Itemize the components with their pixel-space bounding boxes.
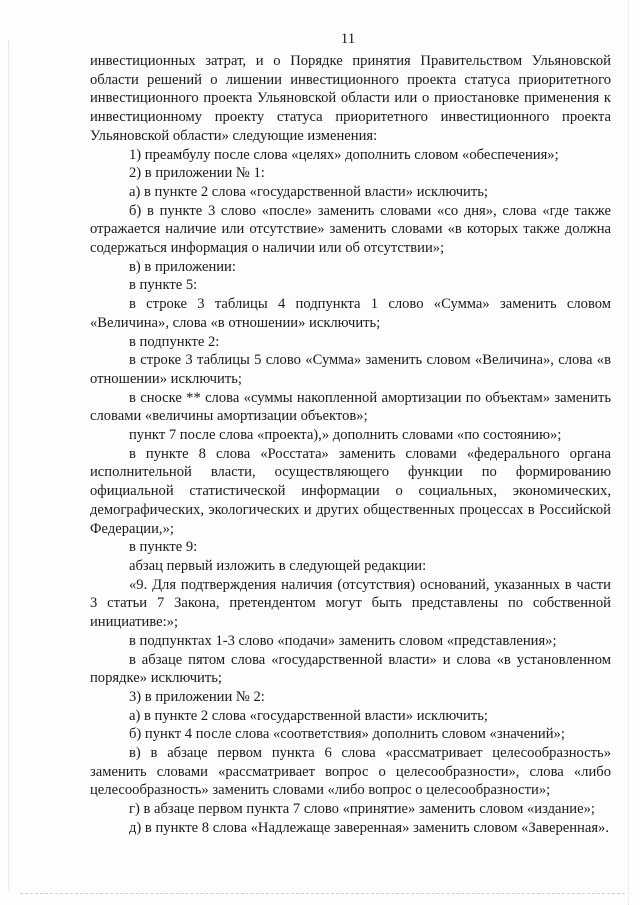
paragraph: б) в пункте 3 слово «после» заменить словами «со дня», слова «где также отражается наличие или отсутствие» заменить словами «в которых также должна содержаться информация о наличии или об отсутствии»;	[90, 202, 611, 257]
page-number: 11	[340, 31, 356, 47]
paragraph: в подпункте 2:	[129, 333, 220, 350]
paragraph: «9. Для подтверждения наличия (отсутствия) оснований, указанных в части 3 статьи 7 Закона, претендентом могут быть представлены по собственной инициативе:»;	[90, 576, 611, 631]
scan-edge-bottom	[20, 893, 625, 895]
paragraph: пункт 7 после слова «проекта),» дополнить словами «по состоянию»;	[129, 427, 562, 444]
paragraph: инвестиционных затрат, и о Порядке принятия Правительством Ульяновской области решений о лишении инвестиционного проекта статуса приоритетного инвестиционного проекта Ульяновской области или о приостановке применения к инвестиционному проекту статуса приоритетного инвестиционного проекта Ульяновской области» следующие изменения:	[90, 53, 611, 144]
paragraph: в строке 3 таблицы 4 подпункта 1 слово «Сумма» заменить словом «Величина», слова «в отношении» исключить;	[90, 296, 611, 331]
paragraph: 1) преамбулу после слова «целях» дополнить словом «обеспечения»;	[129, 146, 559, 163]
paragraph: в сноске ** слова «суммы накопленной амортизации по объектам» заменить словами «величины амортизации объектов»;	[90, 389, 611, 425]
paragraph: в пункте 8 слова «Росстата» заменить словами «федерального органа исполнительной власти, осуществляющего функции по формированию официальной статистической информации о социальных, экономических, демографических, экологических и других общественных процессах в Российской Федерации,»;	[90, 445, 611, 537]
paragraph: в пункте 9:	[129, 539, 198, 556]
scan-edge-right	[628, 0, 630, 905]
paragraph: в строке 3 таблицы 5 слово «Сумма» заменить словом «Величина», слова «в отношении» исключить;	[90, 352, 611, 387]
paragraph: д) в пункте 8 слова «Надлежаще заверенная» заменить словом «Заверенная».	[129, 819, 609, 836]
paragraph: в пункте 5:	[129, 277, 198, 294]
paragraph: а) в пункте 2 слова «государственной власти» исключить;	[129, 183, 488, 200]
paragraph: в подпунктах 1-3 слово «подачи» заменить словом «представления»;	[129, 632, 557, 649]
paragraph: абзац первый изложить в следующей редакции:	[129, 557, 427, 574]
scan-edge-left	[8, 40, 10, 890]
paragraph: 2) в приложении № 1:	[129, 165, 265, 182]
paragraph: в абзаце пятом слова «государственной власти» и слова «в установленном порядке» исключить;	[90, 651, 611, 687]
document-body	[90, 52, 611, 838]
paragraph: б) пункт 4 после слова «соответствия» дополнить словом «значений»;	[129, 726, 565, 743]
paragraph: в) в приложении:	[129, 258, 236, 275]
paragraph: 3) в приложении № 2:	[129, 688, 265, 705]
paragraph: г) в абзаце первом пункта 7 слово «принятие» заменить словом «издание»;	[129, 801, 595, 818]
paragraph: в) в абзаце первом пункта 6 слова «рассматривает целесообразность» заменить словами «рассматривает вопрос о целесообразности», слова «либо целесообразность» заменить словами «либо вопрос о целесообразности»;	[90, 745, 611, 799]
paragraph: а) в пункте 2 слова «государственной власти» исключить;	[129, 707, 488, 724]
